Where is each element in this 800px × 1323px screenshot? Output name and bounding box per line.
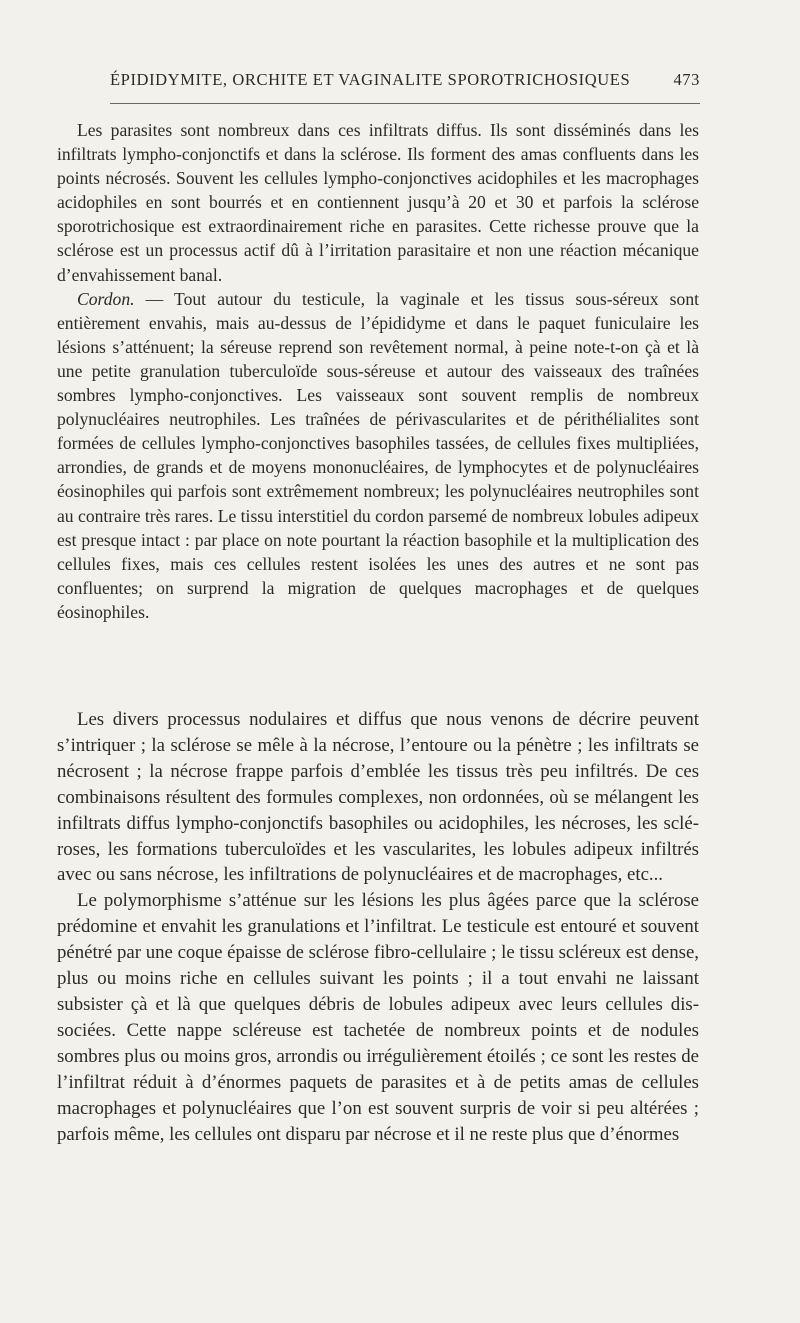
paragraph-polymorphisme [57,888,699,1147]
paragraph-text: Le polymorphisme s’atténue sur les lésions les plus âgées parce que la sclérose prédomine et envahit les granulations et l’infiltrat. Le testicule est entouré et souvent pénétré par une coque épaisse de sclérose fibro-cellulaire ; le tissu scléreux est dense, plus ou moins riche en cellules suivant les points ; il a tout envahi ne laissant subsister çà et là que quelques débris de lobules adipeux avec leurs cellules dissociées. Cette nappe scléreuse est tachetée de nombreux points et de nodules sombres plus ou moins gros, arrondis ou irrégulièrement étoilés ; ce sont les restes de l’infiltrat réduit à d’énormes paquets de parasites et à de petits amas de cellules macrophages et polynucléaires que l’on est souvent surpris de voir si peu altérées ; parfois même, les cellules ont disparu par nécrose et il ne reste plus que d’énormes [57,890,699,1145]
page-number: 473 [673,70,700,89]
running-title: ÉPIDIDYMITE, ORCHITE ET VAGINALITE SPOROTRICHOSIQUES [110,70,631,89]
paragraph-text: — Tout autour du testicule, la vaginale et les tissus sous-séreux sont entièrement envahis, mais au-dessus de l’épididyme et dans le paquet funiculaire les lésions s’atténuent; la séreuse reprend son revêtement normal, à peine note-t-on çà et là une petite granulation tuberculoïde sous-séreuse et autour des vaisseaux des traînées sombres lympho-conjonctives. Les vaisseaux sont souvent remplis de nombreux polynucléaires neutrophiles. Les traînées de périvascularites et de périthélialites sont formées de cellules lympho-conjonctives basophiles tassées, de cellules fixes multipliées, arrondies, de grands et de moyens mononucléaires, de lymphocytes et de polynucléaires éosinophiles qui parfois sont extrêmement nombreux; les polynucléaires neutrophiles sont au contraire très rares. Le tissu interstitiel du cordon parsemé de nombreux lobules adipeux est presque intact : par place on note pourtant la réaction basophile et la multiplication des cellules fixes, mais ces cellules restent isolées les unes des autres et ne sont pas confluentes; on surprend la migration de quelques macrophages et de quelques éosinophiles. [57,288,699,622]
paragraph-text: Les divers processus nodulaires et diffus que nous venons de décrire peuvent s’intriquer ; la sclérose se mêle à la nécrose, l’entoure ou la pénètre ; les infiltrats se nécrosent ; la nécrose frappe parfois d’emblée les tissus très peu infiltrés. De ces combinaisons résultent des formules complexes, non ordonnées, où se mélangent les infiltrats diffus lympho-conjonctifs basophiles ou acidophiles, les nécroses, les scléroses, les formations tuberculoïdes et les vascularites, les lobules adipeux infiltrés avec ou sans nécrose, les infiltrations de polynucléaires et de macrophages, etc... [57,709,699,886]
paragraph-parasites [57,118,699,287]
section-label-cordon: Cordon. [77,288,135,309]
paragraph-cordon [57,287,699,624]
running-head [110,70,700,90]
text-block-large [57,707,699,1147]
paragraph-processus [57,707,699,888]
text-block-small [57,118,699,624]
paragraph-text: Les parasites sont nombreux dans ces infiltrats diffus. Ils sont disséminés dans les infiltrats lympho-conjonctifs et dans la sclérose. Ils forment des amas confluents dans les points nécrosés. Souvent les cellules lympho-conjonctives acidophiles et les macrophages acidophiles en sont bourrés et en contiennent jusqu’à 20 et 30 et parfois la sclérose sporotrichosique est extraordinairement riche en parasites. Cette richesse prouve que la sclérose est un processus actif dû à l’irritation parasitaire et non une réaction mécanique d’envahissement banal. [57,120,699,285]
header-rule [110,103,700,104]
